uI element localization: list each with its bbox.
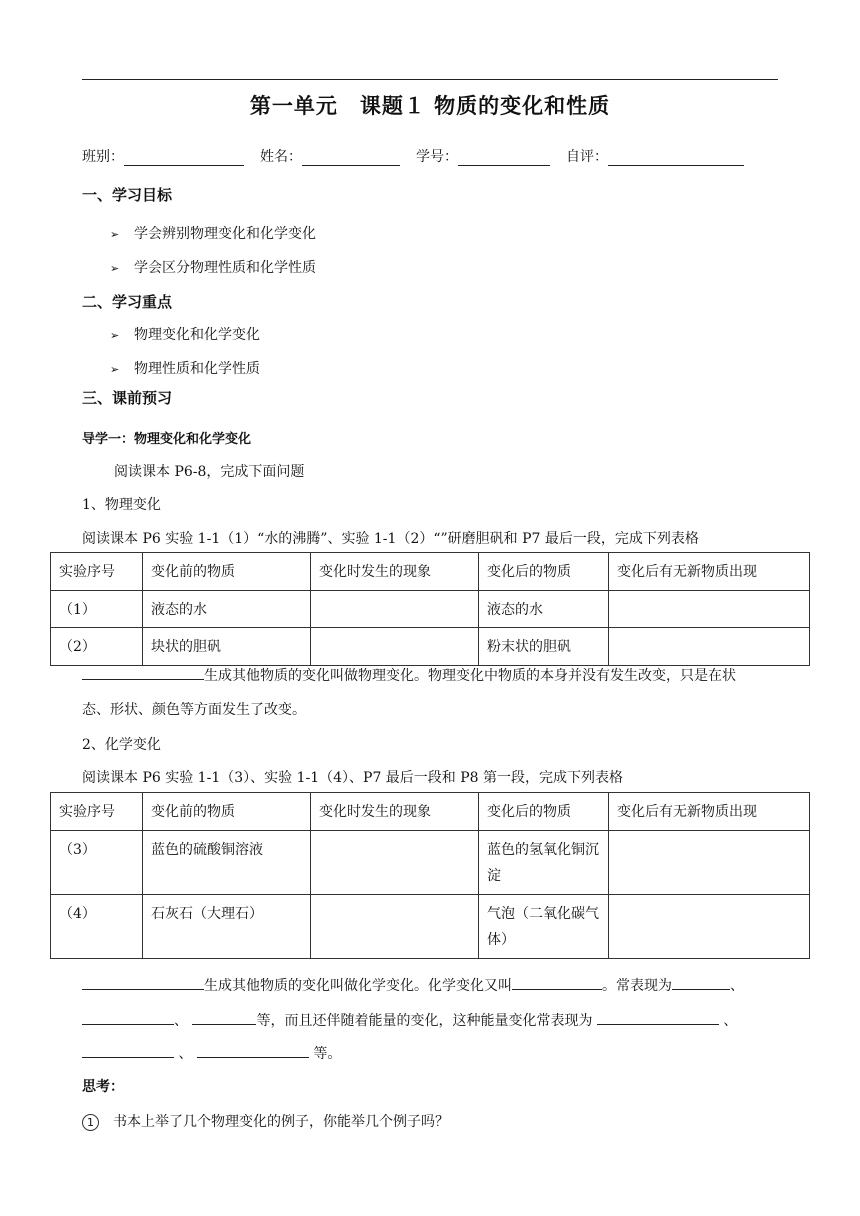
table-header-cell: 变化前的物质 xyxy=(143,793,311,831)
chemical-definition-line3: 、 等。 xyxy=(82,1043,341,1063)
think-heading: 思考： xyxy=(82,1079,124,1095)
table-cell: （1） xyxy=(51,590,143,628)
table-cell-answer[interactable] xyxy=(311,590,479,628)
table-cell: 蓝色的硫酸铜溶液 xyxy=(143,830,311,894)
id-label: 学号： xyxy=(416,149,458,165)
table-cell-answer[interactable] xyxy=(609,894,810,958)
blank-field[interactable] xyxy=(82,1043,174,1058)
question-1: 1 书本上举了几个物理变化的例子，你能举几个例子吗？ xyxy=(82,1111,449,1131)
sub-heading-chemical: 2、化学变化 xyxy=(82,737,161,753)
table-cell: 块状的胆矾 xyxy=(143,628,311,666)
table-header-cell: 变化后有无新物质出现 xyxy=(609,793,810,831)
table-cell: 液态的水 xyxy=(143,590,311,628)
table-header-cell: 变化前的物质 xyxy=(143,553,311,591)
table-row xyxy=(51,628,810,666)
chemical-change-table xyxy=(50,792,810,959)
circled-number-icon: 1 xyxy=(82,1114,99,1131)
physical-change-table xyxy=(50,552,810,666)
name-label: 姓名： xyxy=(260,149,302,165)
list-item: ➢ 学会辨别物理变化和化学变化 xyxy=(110,226,316,242)
table-cell: 石灰石（大理石） xyxy=(143,894,311,958)
chemical-definition-line2: 、 等，而且还伴随着能量的变化，这种能量变化常表现为 、 xyxy=(82,1010,737,1030)
arrow-bullet-icon: ➢ xyxy=(110,228,120,241)
id-field[interactable] xyxy=(458,151,550,166)
table-cell: 蓝色的氢氧化铜沉淀 xyxy=(479,830,609,894)
table-header-cell: 变化后有无新物质出现 xyxy=(609,553,810,591)
table-cell-answer[interactable] xyxy=(311,830,479,894)
header-rule xyxy=(82,79,778,80)
table-header-cell: 变化时发生的现象 xyxy=(311,553,479,591)
read-instruction: 阅读课本 P6-8，完成下面问题 xyxy=(114,464,305,480)
table-cell: 液态的水 xyxy=(479,590,609,628)
table-row xyxy=(51,830,810,894)
name-field[interactable] xyxy=(302,151,400,166)
self-eval-field[interactable] xyxy=(608,151,744,166)
blank-field[interactable] xyxy=(82,975,204,990)
physical-definition-line1: 生成其他物质的变化叫做物理变化。物理变化中物质的本身并没有发生改变，只是在状 xyxy=(82,665,736,685)
blank-field[interactable] xyxy=(672,975,730,990)
table-header-cell: 变化后的物质 xyxy=(479,553,609,591)
table-cell-answer[interactable] xyxy=(311,894,479,958)
section-focus-heading: 二、学习重点 xyxy=(82,293,173,311)
table-row xyxy=(51,590,810,628)
physical-read-instruction: 阅读课本 P6 实验 1-1（1）“水的沸腾”、实验 1-1（2）“”研磨胆矾和 P7 最后一段，完成下列表格 xyxy=(82,531,699,547)
blank-field[interactable] xyxy=(82,665,204,680)
self-eval-label: 自评： xyxy=(566,149,608,165)
table-cell: （3） xyxy=(51,830,143,894)
table-cell-answer[interactable] xyxy=(609,830,810,894)
blank-field[interactable] xyxy=(82,1010,174,1025)
student-info-row xyxy=(82,146,744,166)
table-cell: 气泡（二氧化碳气体） xyxy=(479,894,609,958)
section-preview-heading: 三、课前预习 xyxy=(82,389,173,407)
table-cell: （2） xyxy=(51,628,143,666)
blank-field[interactable] xyxy=(192,1010,256,1025)
list-item: ➢ 物理性质和化学性质 xyxy=(110,361,260,377)
table-header-row xyxy=(51,793,810,831)
table-header-cell: 实验序号 xyxy=(51,793,143,831)
table-header-cell: 变化时发生的现象 xyxy=(311,793,479,831)
arrow-bullet-icon: ➢ xyxy=(110,329,120,342)
table-cell-answer[interactable] xyxy=(609,628,810,666)
physical-definition-line2: 态、形状、颜色等方面发生了改变。 xyxy=(82,702,306,718)
table-row xyxy=(51,894,810,958)
table-cell-answer[interactable] xyxy=(609,590,810,628)
blank-field[interactable] xyxy=(512,975,602,990)
table-header-cell: 实验序号 xyxy=(51,553,143,591)
class-field[interactable] xyxy=(124,151,244,166)
page-title: 第一单元 课题１ 物质的变化和性质 xyxy=(249,94,611,118)
section-goals-heading: 一、学习目标 xyxy=(82,186,173,204)
list-item: ➢ 物理变化和化学变化 xyxy=(110,327,260,343)
class-label: 班别： xyxy=(82,149,124,165)
list-item: ➢ 学会区分物理性质和化学性质 xyxy=(110,260,316,276)
sub-heading-physical: 1、物理变化 xyxy=(82,497,161,513)
blank-field[interactable] xyxy=(197,1043,309,1058)
chemical-definition-line1: 生成其他物质的变化叫做化学变化。化学变化又叫 。常表现为 、 xyxy=(82,975,744,995)
arrow-bullet-icon: ➢ xyxy=(110,363,120,376)
arrow-bullet-icon: ➢ xyxy=(110,262,120,275)
table-header-row xyxy=(51,553,810,591)
table-cell-answer[interactable] xyxy=(311,628,479,666)
chemical-read-instruction: 阅读课本 P6 实验 1-1（3）、实验 1-1（4）、P7 最后一段和 P8 第一段，完成下列表格 xyxy=(82,770,624,786)
guide-heading: 导学一：物理变化和化学变化 xyxy=(82,432,252,447)
table-header-cell: 变化后的物质 xyxy=(479,793,609,831)
blank-field[interactable] xyxy=(597,1010,719,1025)
table-cell: （4） xyxy=(51,894,143,958)
table-cell: 粉末状的胆矾 xyxy=(479,628,609,666)
